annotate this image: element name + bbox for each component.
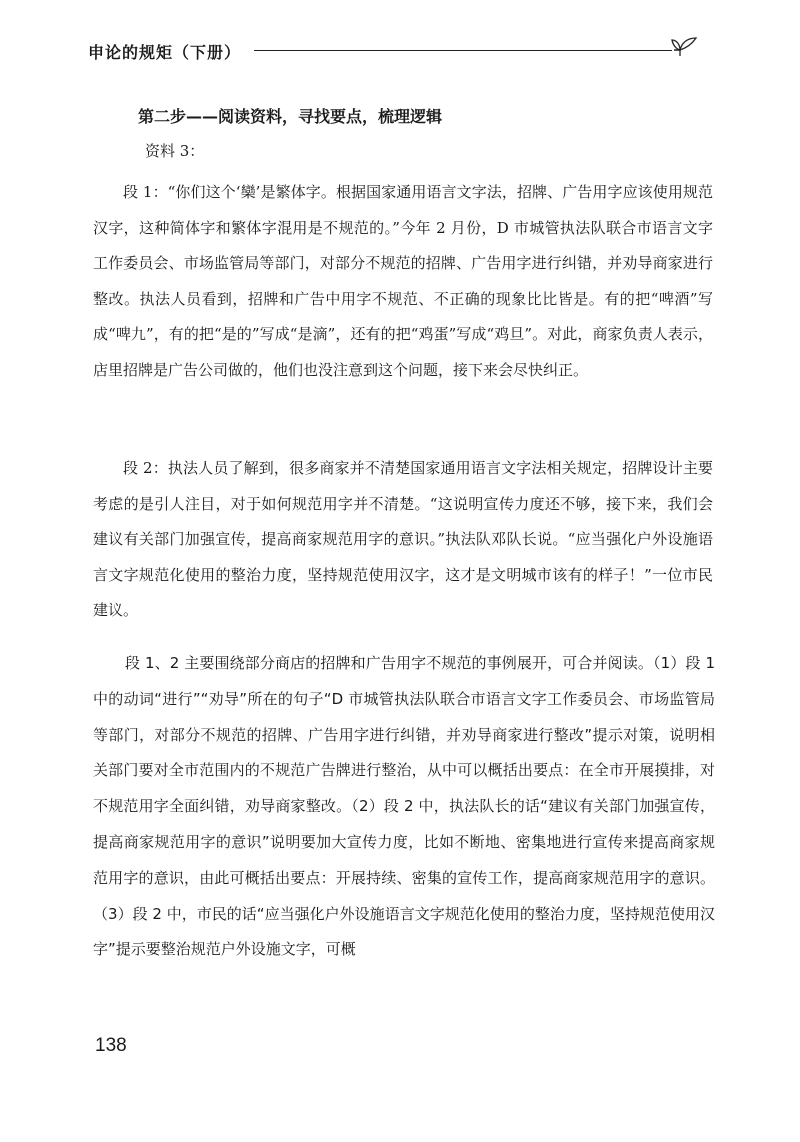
- running-header: [76, 30, 706, 60]
- page-number: 138: [95, 1035, 127, 1056]
- material-paragraph-1: 段 1：“你们这个‘欒’是繁体字。根据国家通用语言文字法，招牌、广告用字应该使用规范汉字，这种简体字和繁体字混用是不规范的。”今年 2 月份，D 市城管执法队联合市语言文字工作委员会、市场监管局等部门，对部分不规范的招牌、广告用字进行纠错，并劝导商家进行整改。执法人员看到，招牌和广告中用字不规范、不正确的现象比比皆是。有的把“啤酒”写成“啤九”，有的把“是的”写成“是滴”，还有的把“鸡蛋”写成“鸡旦”。对此，商家负责人表示，店里招牌是广告公司做的，他们也没注意到这个问题，接下来会尽快纠正。: [93, 183, 713, 379]
- header-rule: [254, 50, 672, 51]
- material-paragraph-2: 段 2：执法人员了解到，很多商家并不清楚国家通用语言文字法相关规定，招牌设计主要考虑的是引人注目，对于如何规范用字并不清楚。“这说明宣传力度还不够，接下来，我们会建议有关部门加强宣传，提高商家规范用字的意识。”执法队邓队长说。“应当强化户外设施语言文字规范化使用的整治力度，坚持规范使用汉字，这才是文明城市该有的样子！”一位市民建议。: [93, 459, 713, 619]
- book-title: 申论的规矩（下册）: [88, 43, 242, 62]
- sprout-icon: [670, 34, 700, 60]
- material-label: 资料 3：: [145, 142, 205, 160]
- analysis-paragraph: 段 1、2 主要围绕部分商店的招牌和广告用字不规范的事例展开，可合并阅读。（1）段 1 中的动词“进行”“劝导”所在的句子“D 市城管执法队联合市语言文字工作委员会、市场监管局等部门，对部分不规范的招牌、广告用字进行纠错，并劝导商家进行整改”提示对策，说明相关部门要对全市范围内的不规范广告牌进行整治，从中可以概括出要点：在全市开展摸排，对不规范用字全面纠错，劝导商家整改。（2）段 2 中，执法队长的话“建议有关部门加强宣传，提高商家规范用字的意识”说明要加大宣传力度，比如不断地、密集地进行宣传来提高商家规范用字的意识，由此可概括出要点：开展持续、密集的宣传工作，提高商家规范用字的意识。（3）段 2 中，市民的话“应当强化户外设施语言文字规范化使用的整治力度，坚持规范使用汉字”提示要整治规范户外设施文字，可概: [93, 654, 715, 959]
- section-heading: 第二步——阅读资料，寻找要点，梳理逻辑: [138, 107, 443, 126]
